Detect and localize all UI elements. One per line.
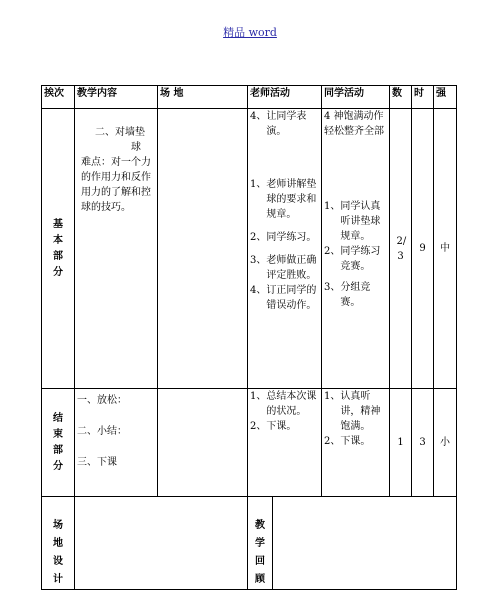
- content-item: 三、下课: [77, 457, 117, 468]
- header-link[interactable]: 精品 word: [223, 26, 277, 39]
- teacher-cell-closing: [248, 389, 322, 497]
- section-label-text: 结束部分: [53, 412, 63, 472]
- teaching-review-body: [273, 497, 456, 589]
- count-value: 2/3: [396, 235, 407, 262]
- teaching-review-text: 教学回顾: [255, 520, 265, 585]
- content-line: 球: [131, 142, 141, 153]
- teacher-item: 3、 老师做正确评定胜败。: [250, 255, 317, 281]
- teaching-review-area: [248, 497, 457, 590]
- section-label-text: 基本部分: [53, 218, 63, 278]
- content-item: 二、小结：: [77, 426, 127, 437]
- student-item: 2、 下课。: [324, 436, 371, 447]
- content-cell-closing: [75, 389, 158, 497]
- section-label-closing: [42, 389, 75, 497]
- teacher-cell-basic: [248, 109, 322, 389]
- time-cell-basic: 9: [412, 109, 434, 389]
- intensity-cell-basic: 中: [434, 109, 457, 389]
- teaching-review-label: [248, 497, 273, 589]
- column-header-count: 数: [390, 86, 412, 109]
- teacher-item: 2、 同学练习。: [250, 232, 317, 243]
- teacher-item: 1、 老师讲解垫球的要求和规章。: [250, 179, 317, 220]
- column-header-teacher: 老师活动: [248, 86, 322, 109]
- count-cell-closing: 1: [390, 389, 412, 497]
- venue-design-area: [75, 497, 248, 590]
- teacher-item: 4、 订正同学的错误动作。: [250, 285, 317, 311]
- content-line: 二、对墙垫: [95, 127, 145, 138]
- teacher-item: 1、 总结本次课的状况。: [250, 391, 317, 417]
- column-header-venue: 场 地: [158, 86, 248, 109]
- table-row-footer: [42, 497, 457, 590]
- teacher-item: 2、 下课。: [250, 421, 297, 432]
- column-header-student: 同学活动: [322, 86, 390, 109]
- venue-design-label: [42, 497, 75, 590]
- teacher-item: 4、 让同学表演。: [250, 111, 307, 137]
- count-cell-basic: [390, 109, 412, 389]
- lesson-plan-table: [41, 85, 457, 590]
- column-header-order: 挨次: [42, 86, 75, 109]
- student-intro: 4 神饱满动作轻松整齐全部: [324, 111, 384, 137]
- table-row-closing: [42, 389, 457, 497]
- column-header-time: 时: [412, 86, 434, 109]
- content-line: 难点：对一个力的作用力和反作用力的了解和控球的技巧。: [81, 157, 151, 213]
- venue-design-text: 场地设计: [53, 520, 63, 585]
- student-item: 1、 认真听讲，精神饱满。: [324, 391, 381, 432]
- student-item: 3、 分组竞赛。: [324, 282, 371, 308]
- student-item: 1、 同学认真听讲垫球规章。: [324, 201, 381, 242]
- time-cell-closing: 3: [412, 389, 434, 497]
- content-cell-basic: [75, 109, 158, 389]
- student-cell-basic: [322, 109, 390, 389]
- section-label-basic: [42, 109, 75, 389]
- column-header-content: 教学内容: [75, 86, 158, 109]
- venue-cell-closing: [158, 389, 248, 497]
- venue-cell-basic: [158, 109, 248, 389]
- student-item: 2、 同学练习竞赛。: [324, 246, 381, 272]
- intensity-cell-closing: 小: [434, 389, 457, 497]
- column-header-intensity: 强: [434, 86, 457, 109]
- table-row-basic: [42, 109, 457, 389]
- student-cell-closing: [322, 389, 390, 497]
- table-header-row: [42, 86, 457, 109]
- content-item: 一、放松：: [77, 395, 127, 406]
